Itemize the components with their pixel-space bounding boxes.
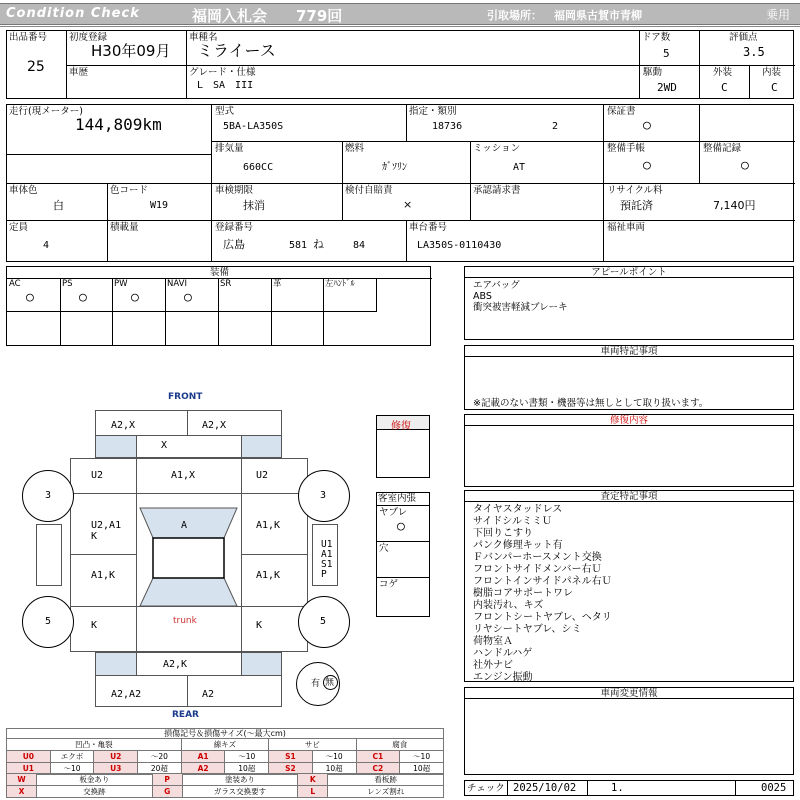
designation-label: 指定・類別 <box>409 106 457 117</box>
lg-row3-cell-1: 板金あり <box>37 774 153 786</box>
history-label: 車歴 <box>69 67 89 78</box>
equipment-value-0: ○ <box>26 290 34 305</box>
appeal-title: アピールポイント <box>465 267 793 278</box>
lg-row2-cell-6: S2 <box>269 763 313 775</box>
equipment-label-4: SR <box>220 279 232 289</box>
mark-fender-fl: U2 <box>91 470 104 481</box>
inspection-label: 車検期限 <box>215 185 254 196</box>
model-name-value: ミライース <box>197 41 276 60</box>
first-reg-label: 初度登録 <box>69 32 108 43</box>
lg-row3-cell-4: K <box>298 774 328 786</box>
lg-row1-cell-1: エクボ <box>50 751 94 763</box>
repair-content-title: 修復内容 <box>465 415 793 426</box>
legend <box>6 728 444 796</box>
designation-value: 18736 <box>432 121 463 132</box>
lg-row1-cell-5: ～10 <box>225 751 269 763</box>
mark-door-fl: U2,A1 K <box>91 520 122 542</box>
inspection-notes-section <box>464 490 794 682</box>
equipment-label-0: AC <box>9 279 21 289</box>
lg-row3-cell-5: 看板跡 <box>328 774 444 786</box>
legend-group-0: 凹凸・亀裂 <box>7 739 182 751</box>
condition-check-title: Condition Check <box>6 6 140 21</box>
lot-no-value: 25 <box>27 59 45 75</box>
drive-value: 2WD <box>657 81 677 94</box>
left-side-panel <box>36 524 62 586</box>
vehicle-info-table <box>6 30 794 99</box>
fuel-value: ｶﾞｿﾘﾝ <box>382 162 407 173</box>
doors-value: 5 <box>663 47 670 60</box>
inspection-value: 抹消 <box>243 199 265 212</box>
change-info-section <box>464 687 794 775</box>
maint-record-value: ○ <box>741 158 749 173</box>
lg-row2-cell-9: 10超 <box>400 763 444 775</box>
spec-table <box>6 104 794 262</box>
equipment-title: 装備 <box>209 267 229 278</box>
mark-quarter-left: K <box>91 620 98 631</box>
grade-label: グレード・仕様 <box>189 67 256 78</box>
mileage-value: 144,809km <box>75 115 162 134</box>
equipment-table <box>6 266 431 346</box>
lg-row1-cell-2: U2 <box>94 751 138 763</box>
repair-box-title: 修復 <box>391 421 411 432</box>
lg-row3-cell-3: 塗装あり <box>182 774 298 786</box>
recycle-amount: 7,140円 <box>713 199 756 212</box>
color-code-value: W19 <box>150 200 169 211</box>
check-footer <box>464 780 794 796</box>
equipment-label-5: 革 <box>273 279 282 289</box>
rear-label: REAR <box>172 710 199 720</box>
color-label: 車体色 <box>9 185 38 196</box>
mark-front-bumper-right: A2,X <box>202 420 227 431</box>
score-value: 3.5 <box>743 45 765 59</box>
interior-box <box>376 492 430 617</box>
mark-quarter-right: K <box>256 620 263 631</box>
model-name-label: 車種名 <box>189 32 218 43</box>
interior-tear-value: ○ <box>397 519 405 534</box>
tax-label: 検付自賠責 <box>345 185 393 196</box>
mark-side-panel: U1 A1 S1 P <box>321 539 333 580</box>
lg-row2-cell-4: A2 <box>181 763 225 775</box>
tire-rl-mark: 5 <box>45 616 52 627</box>
change-info-title: 車両変更情報 <box>465 688 793 699</box>
lg-row1-cell-0: U0 <box>7 751 51 763</box>
equipment-label-6: 左ﾊﾝﾄﾞﾙ <box>325 279 355 289</box>
lg-row2-cell-1: ～10 <box>50 763 94 775</box>
lg-row4-cell-4: L <box>298 786 328 798</box>
plate-kana: ね <box>313 238 324 251</box>
plate-number: 84 <box>353 240 366 251</box>
interior-burn-label: コゲ <box>379 579 399 590</box>
equipment-label-1: PS <box>62 279 73 289</box>
equipment-value-3: ○ <box>184 290 192 305</box>
spare-value: 無 <box>325 678 335 688</box>
interior-value: C <box>771 81 778 94</box>
plate-area: 広島 <box>223 238 245 251</box>
mark-front-panel: X <box>161 440 168 451</box>
welfare-label: 福祉車両 <box>607 222 646 233</box>
plate-class: 581 <box>289 240 308 251</box>
lot-no-label: 出品番号 <box>9 32 48 43</box>
maint-record-label: 整備記録 <box>703 143 742 154</box>
equipment-value-1: ○ <box>79 290 87 305</box>
special-notes-disclaimer: ※記載のない書類・機器等は無しとして取り扱います。 <box>473 398 709 409</box>
mark-door-rr: A1,K <box>256 570 281 581</box>
lg-row4-cell-0: X <box>7 786 37 798</box>
check-number: 1. <box>611 782 624 794</box>
exterior-label: 外装 <box>713 67 733 78</box>
first-reg-value: H30年09月 <box>91 42 171 60</box>
mark-fender-fr: U2 <box>256 470 269 481</box>
maint-book-label: 整備手帳 <box>607 143 646 154</box>
lg-row4-cell-3: ガラス交換要す <box>182 786 298 798</box>
mission-value: AT <box>513 162 526 173</box>
tire-fr-mark: 3 <box>320 490 327 501</box>
score-label: 評価点 <box>729 32 758 43</box>
doors-label: ドア数 <box>642 32 671 43</box>
equipment-label-2: PW <box>114 279 128 289</box>
inspection-notes-list: タイヤスタッドレス サイドシルミミＵ 下回りこすり パンク修理キット有 Ｆバンパーホースメント交換 フロントサイドメンバー右Ｕ フロントインサイドパネル右Ｕ 樹脂コアサポートワレ 内装汚れ、キズ フロントシートヤブレ、ヘタリ リヤシートヤブレ、シミ 荷物室Ａ ハンドルハゲ 社外ナビ エンジン振動 <box>473 504 612 683</box>
interior-hole-label: 穴 <box>379 543 389 554</box>
lg-row4-cell-5: レンズ割れ <box>328 786 444 798</box>
mark-rear-bumper-left: A2,A2 <box>111 689 142 700</box>
lg-row1-cell-9: ～10 <box>400 751 444 763</box>
check-label: チェック <box>467 783 505 794</box>
lg-row1-cell-8: C1 <box>356 751 400 763</box>
mark-front-bumper-left: A2,X <box>111 420 136 431</box>
lg-row3-cell-0: W <box>7 774 37 786</box>
pickup-label: 引取場所： <box>487 9 542 22</box>
vehicle-category: 乗用 <box>766 8 791 22</box>
plate-label: 登録番号 <box>215 222 254 233</box>
type-label: 型式 <box>215 106 235 117</box>
lg-row3-cell-2: P <box>152 774 182 786</box>
lg-row1-cell-6: S1 <box>269 751 313 763</box>
lg-row4-cell-2: G <box>152 786 182 798</box>
auction-session: 779回 <box>296 7 343 25</box>
interior-title: 客室内張 <box>378 493 417 504</box>
lg-row4-cell-1: 交換跡 <box>37 786 153 798</box>
recycle-status: 預託済 <box>620 199 653 212</box>
load-label: 積載量 <box>110 222 139 233</box>
maint-book-value: ○ <box>643 158 651 173</box>
lg-row1-cell-3: ～20 <box>138 751 182 763</box>
header-bar <box>0 0 800 27</box>
equipment-value-2: ○ <box>131 290 139 305</box>
mission-label: ミッション <box>473 143 521 154</box>
appeal-list: エアバッグ ABS 衝突被害軽減ブレーキ <box>473 280 568 313</box>
mark-windshield: A <box>181 520 188 531</box>
car-diagram <box>0 388 370 723</box>
repair-content-section <box>464 414 794 487</box>
fuel-label: 燃料 <box>345 143 365 154</box>
mileage-label: 走行(現メーター) <box>9 106 83 117</box>
classification-value: 2 <box>552 121 559 132</box>
inspection-notes-title: 査定特記事項 <box>465 491 793 502</box>
approval-label: 承認請求書 <box>473 185 521 196</box>
lg-row2-cell-2: U3 <box>94 763 138 775</box>
appeal-section <box>464 266 794 340</box>
repair-box <box>376 415 430 478</box>
legend-grid <box>6 738 444 775</box>
capacity-label: 定員 <box>9 222 29 233</box>
warranty-label: 保証書 <box>607 106 636 117</box>
legend-group-2: サビ <box>269 739 356 751</box>
special-notes-title: 車両特記事項 <box>465 346 793 357</box>
warranty-value: ○ <box>643 118 651 133</box>
recycle-label: リサイクル料 <box>607 185 663 196</box>
spare-label: 有 <box>311 679 321 689</box>
displacement-value: 660CC <box>243 162 274 173</box>
front-label: FRONT <box>168 392 203 402</box>
displacement-label: 排気量 <box>215 143 244 154</box>
mark-hood: A1,X <box>171 470 196 481</box>
legend-title-bar: 損傷記号＆損傷サイズ(～最大cm) <box>6 728 444 739</box>
lg-row2-cell-7: 10超 <box>312 763 356 775</box>
special-notes-section <box>464 345 794 410</box>
legend-grid-2 <box>6 773 444 798</box>
tax-value: × <box>403 198 413 211</box>
lg-row2-cell-8: C2 <box>356 763 400 775</box>
type-value: 5BA-LA350S <box>223 121 284 132</box>
interior-tear-label: ヤブレ <box>379 507 408 518</box>
trunk-label: trunk <box>173 616 197 626</box>
check-code: 0025 <box>761 782 787 794</box>
mark-rear-panel: A2,K <box>163 659 188 670</box>
mark-door-fr: A1,K <box>256 520 281 531</box>
tire-rr-mark: 5 <box>320 616 327 627</box>
auction-name: 福岡入札会 <box>192 7 268 25</box>
tire-fl-mark: 3 <box>45 490 52 501</box>
interior-label: 内装 <box>762 67 782 78</box>
drive-label: 駆動 <box>643 67 663 78</box>
legend-group-3: 腐食 <box>356 739 444 751</box>
mark-door-rl: A1,K <box>91 570 116 581</box>
exterior-value: C <box>721 81 728 94</box>
legend-group-1: 線キズ <box>181 739 268 751</box>
chassis-value: LA350S-0110430 <box>417 240 502 251</box>
chassis-label: 車台番号 <box>409 222 448 233</box>
lg-row2-cell-0: U1 <box>7 763 51 775</box>
lg-row2-cell-3: 20超 <box>138 763 182 775</box>
lg-row1-cell-7: ～10 <box>312 751 356 763</box>
capacity-value: 4 <box>43 240 50 251</box>
lg-row1-cell-4: A1 <box>181 751 225 763</box>
equipment-label-3: NAVI <box>167 279 187 289</box>
check-date: 2025/10/02 <box>513 782 577 794</box>
glass-outline <box>136 493 242 607</box>
color-value: 白 <box>53 199 64 212</box>
mark-rear-bumper-right: A2 <box>202 689 215 700</box>
color-code-label: 色コード <box>110 185 149 196</box>
grade-value: L SA III <box>197 80 254 91</box>
lg-row2-cell-5: 10超 <box>225 763 269 775</box>
pickup-location: 福岡県古賀市青柳 <box>554 9 642 22</box>
